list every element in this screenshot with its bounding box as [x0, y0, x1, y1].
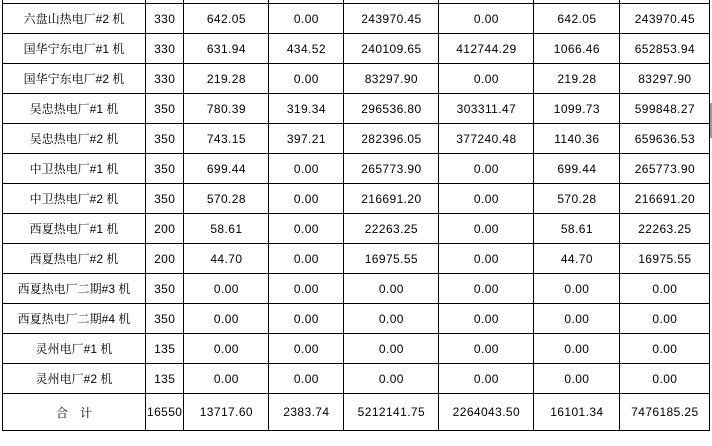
cell-value: 282396.05: [344, 124, 439, 154]
cell-value: 0.00: [269, 184, 344, 214]
cell-value: 0.00: [184, 334, 269, 364]
cell-value: 319.34: [269, 94, 344, 124]
cell-capacity: 350: [146, 184, 184, 214]
cell-capacity: 135: [146, 364, 184, 394]
cell-value: 219.28: [184, 64, 269, 94]
cell-value: 1099.73: [534, 94, 620, 124]
cell-value: 0.00: [269, 274, 344, 304]
cell-plant-name: 中卫热电厂#2 机: [3, 184, 146, 214]
cell-plant-name: 西夏热电厂#2 机: [3, 244, 146, 274]
cell-value: 1140.36: [534, 124, 620, 154]
cell-value: 0.00: [534, 274, 620, 304]
cell-value: 377240.48: [439, 124, 534, 154]
cell-capacity: 350: [146, 124, 184, 154]
cell-total-value: 5212141.75: [344, 394, 439, 431]
cell-plant-name: 国华宁东电厂#1 机: [3, 34, 146, 64]
cell-value: 699.44: [534, 154, 620, 184]
cell-value: 0.00: [439, 214, 534, 244]
cell-value: 0.00: [269, 64, 344, 94]
cell-value: 83297.90: [620, 64, 710, 94]
table-row: [3, 34, 710, 64]
table-row: [3, 64, 710, 94]
cell-value: 265773.90: [344, 154, 439, 184]
cell-value: 0.00: [344, 304, 439, 334]
cell-value: 58.61: [534, 214, 620, 244]
cell-value: 0.00: [184, 364, 269, 394]
cell-value: 397.21: [269, 124, 344, 154]
total-row: [3, 394, 710, 431]
cell-capacity: 330: [146, 4, 184, 34]
cell-value: 0.00: [344, 274, 439, 304]
cell-value: 16975.55: [620, 244, 710, 274]
table-row: [3, 304, 710, 334]
cell-value: 243970.45: [344, 4, 439, 34]
cell-value: 0.00: [439, 364, 534, 394]
cell-plant-name: 六盘山热电厂#2 机: [3, 4, 146, 34]
cell-capacity: 350: [146, 274, 184, 304]
cell-value: 216691.20: [344, 184, 439, 214]
cell-value: 599848.27: [620, 94, 710, 124]
cell-value: 219.28: [534, 64, 620, 94]
cell-value: 0.00: [620, 364, 710, 394]
cell-value: 0.00: [439, 154, 534, 184]
cell-capacity: 200: [146, 214, 184, 244]
cell-value: 780.39: [184, 94, 269, 124]
cell-total-capacity: 16550: [146, 394, 184, 431]
table-row: [3, 154, 710, 184]
cell-value: 44.70: [534, 244, 620, 274]
cell-value: 652853.94: [620, 34, 710, 64]
cell-value: 642.05: [184, 4, 269, 34]
table-row: [3, 364, 710, 394]
cell-plant-name: 吴忠热电厂#2 机: [3, 124, 146, 154]
cell-total-value: 13717.60: [184, 394, 269, 431]
cell-plant-name: 西夏热电厂二期#3 机: [3, 274, 146, 304]
cell-value: 0.00: [534, 364, 620, 394]
cell-value: 303311.47: [439, 94, 534, 124]
cell-value: 0.00: [534, 304, 620, 334]
cell-value: 0.00: [184, 304, 269, 334]
cell-value: 642.05: [534, 4, 620, 34]
cell-value: 0.00: [534, 334, 620, 364]
cell-plant-name: 西夏热电厂二期#4 机: [3, 304, 146, 334]
cell-value: 0.00: [620, 304, 710, 334]
cell-value: 0.00: [269, 244, 344, 274]
cell-value: 0.00: [620, 334, 710, 364]
cell-plant-name: 国华宁东电厂#2 机: [3, 64, 146, 94]
cell-value: 0.00: [269, 304, 344, 334]
cell-value: 0.00: [439, 244, 534, 274]
cell-capacity: 330: [146, 34, 184, 64]
cell-value: 0.00: [344, 334, 439, 364]
table-row: [3, 4, 710, 34]
table-row: [3, 124, 710, 154]
cell-value: 0.00: [439, 64, 534, 94]
cell-value: 0.00: [269, 4, 344, 34]
table-row: [3, 184, 710, 214]
cell-value: 22263.25: [344, 214, 439, 244]
cell-value: 0.00: [269, 334, 344, 364]
cell-value: 240109.65: [344, 34, 439, 64]
cell-value: 412744.29: [439, 34, 534, 64]
table-row: [3, 214, 710, 244]
cell-value: 83297.90: [344, 64, 439, 94]
cell-value: 58.61: [184, 214, 269, 244]
cell-value: 0.00: [439, 4, 534, 34]
cell-value: 0.00: [184, 274, 269, 304]
cell-plant-name: 吴忠热电厂#1 机: [3, 94, 146, 124]
cell-value: 0.00: [439, 304, 534, 334]
cell-plant-name: 中卫热电厂#1 机: [3, 154, 146, 184]
cell-value: 296536.80: [344, 94, 439, 124]
table-row: [3, 334, 710, 364]
cell-capacity: 350: [146, 154, 184, 184]
cell-total-value: 2383.74: [269, 394, 344, 431]
cell-value: 659636.53: [620, 124, 710, 154]
cell-value: 699.44: [184, 154, 269, 184]
cell-total-label: 合 计: [3, 394, 146, 431]
table-row: [3, 244, 710, 274]
cell-value: 44.70: [184, 244, 269, 274]
cell-capacity: 200: [146, 244, 184, 274]
cell-value: 0.00: [620, 274, 710, 304]
cell-capacity: 135: [146, 334, 184, 364]
cell-total-value: 16101.34: [534, 394, 620, 431]
cell-value: 22263.25: [620, 214, 710, 244]
power-plant-data-table: [2, 3, 710, 431]
cell-capacity: 350: [146, 304, 184, 334]
cell-value: 0.00: [269, 214, 344, 244]
cell-value: 570.28: [184, 184, 269, 214]
cell-value: 743.15: [184, 124, 269, 154]
cell-value: 243970.45: [620, 4, 710, 34]
cell-value: 434.52: [269, 34, 344, 64]
cell-value: 1066.46: [534, 34, 620, 64]
cell-value: 0.00: [439, 184, 534, 214]
cell-value: 0.00: [269, 154, 344, 184]
cell-value: 16975.55: [344, 244, 439, 274]
cell-value: 216691.20: [620, 184, 710, 214]
cell-value: 0.00: [269, 364, 344, 394]
cell-plant-name: 灵州电厂#1 机: [3, 334, 146, 364]
cell-capacity: 330: [146, 64, 184, 94]
cell-plant-name: 灵州电厂#2 机: [3, 364, 146, 394]
cell-value: 631.94: [184, 34, 269, 64]
cell-value: 0.00: [439, 334, 534, 364]
cell-capacity: 350: [146, 94, 184, 124]
cell-plant-name: 西夏热电厂#1 机: [3, 214, 146, 244]
cell-total-value: 7476185.25: [620, 394, 710, 431]
table-row: [3, 94, 710, 124]
cell-value: 570.28: [534, 184, 620, 214]
cell-value: 0.00: [439, 274, 534, 304]
cell-value: 0.00: [344, 364, 439, 394]
cell-value: 265773.90: [620, 154, 710, 184]
cell-total-value: 2264043.50: [439, 394, 534, 431]
table-row: [3, 274, 710, 304]
